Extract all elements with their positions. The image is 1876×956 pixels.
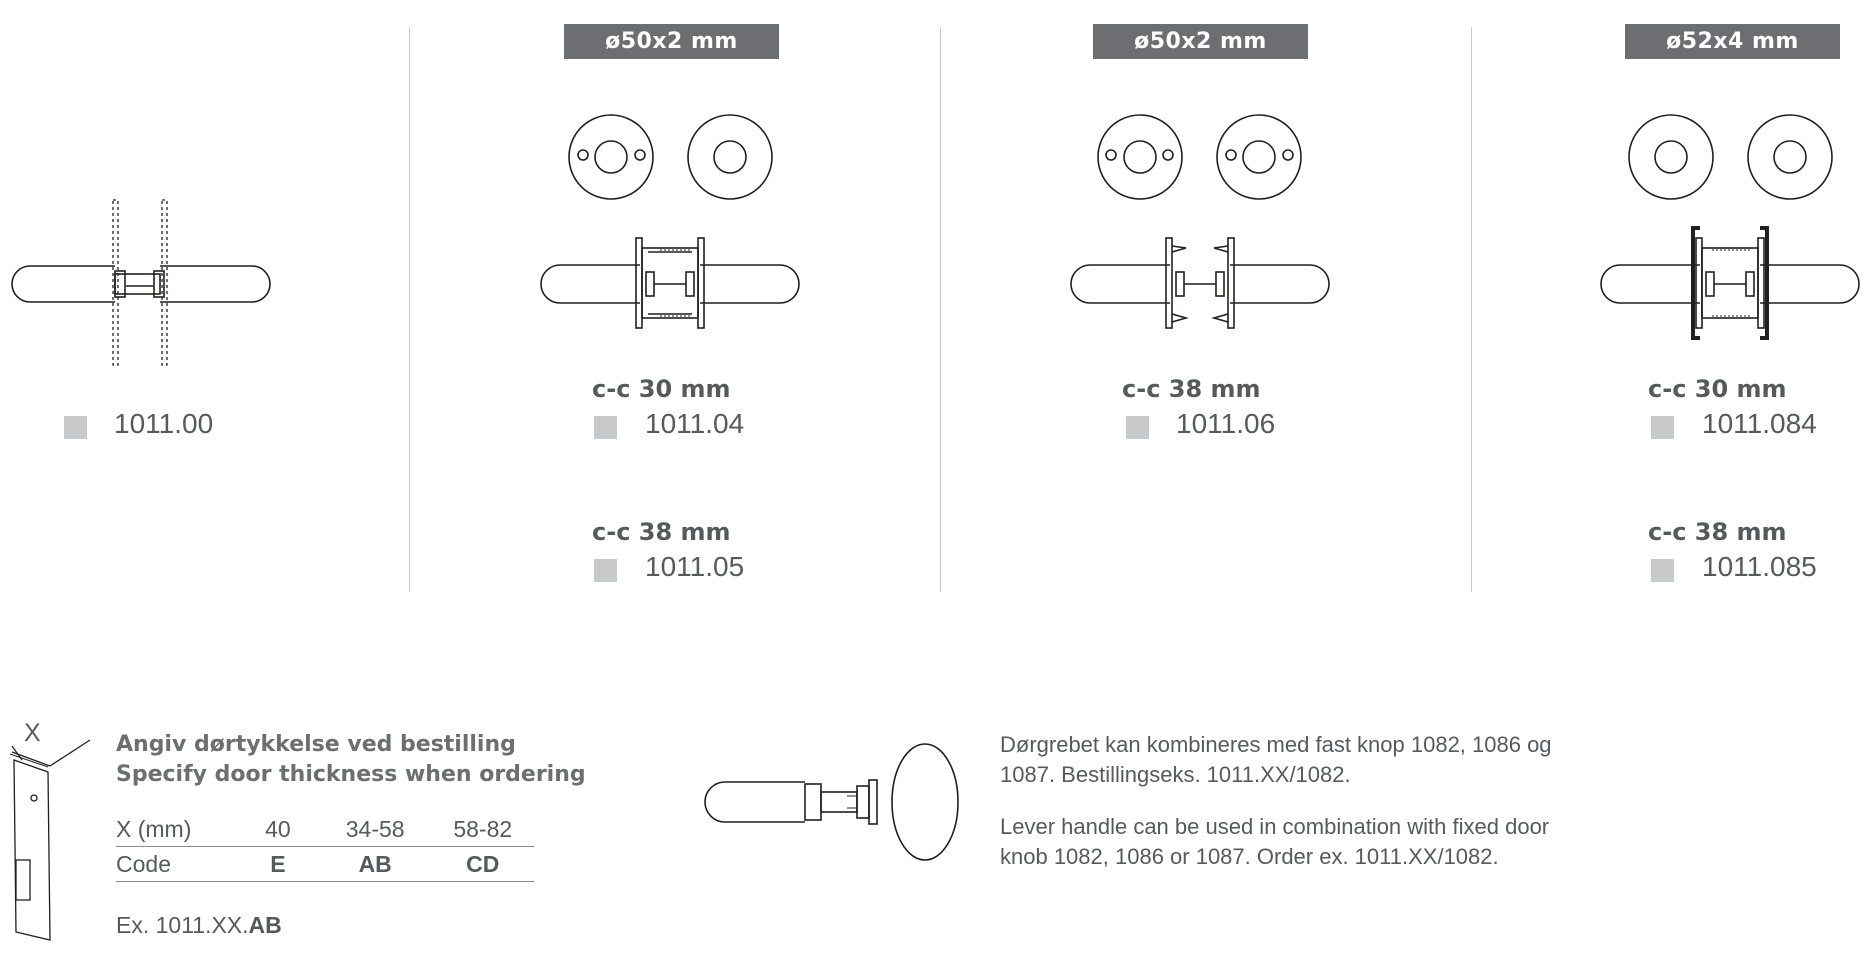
- finish-swatch: [1651, 559, 1674, 582]
- thickness-x-label: X: [24, 719, 41, 747]
- table-cell: X (mm): [116, 812, 237, 847]
- table-cell: AB: [319, 847, 432, 882]
- order-example-prefix: Ex. 1011.XX.: [116, 912, 249, 938]
- door-thickness-diagram: [5, 715, 105, 945]
- rosette-size-badge: ø50x2 mm: [564, 24, 779, 59]
- product-code: 1011.05: [645, 551, 745, 582]
- table-cell: Code: [116, 847, 237, 882]
- center-distance-label: c-c 30 mm: [592, 375, 731, 403]
- finish-swatch: [1126, 416, 1149, 439]
- finish-swatch: [1651, 416, 1674, 439]
- table-cell: 58-82: [432, 812, 534, 847]
- order-example-code: AB: [248, 912, 282, 938]
- product-code: 1011.084: [1702, 408, 1817, 439]
- lever-handle-drawing: [0, 195, 280, 375]
- table-cell: 34-58: [319, 812, 432, 847]
- center-distance-label: c-c 30 mm: [1648, 375, 1787, 403]
- column-divider: [409, 27, 410, 592]
- lever-with-knob-drawing: [700, 725, 970, 865]
- lever-handle-drawing: [1065, 230, 1335, 340]
- table-cell: E: [237, 847, 319, 882]
- rosette-drawing: [1090, 110, 1320, 210]
- order-example: [116, 910, 282, 940]
- thickness-table: [116, 812, 534, 882]
- rosette-drawing: [560, 110, 790, 210]
- table-cell: CD: [432, 847, 534, 882]
- table-row: [116, 812, 534, 847]
- center-distance-label: c-c 38 mm: [1648, 518, 1787, 546]
- rosette-drawing: [1620, 110, 1850, 210]
- combination-text-en: Lever handle can be used in combination with fixed door knob 1082, 1086 or 1087. Order ex. 1011.XX/1082.: [1000, 814, 1550, 869]
- column-divider: [940, 27, 941, 592]
- table-row: [116, 847, 534, 882]
- product-code: 1011.00: [114, 408, 214, 439]
- product-code: 1011.04: [645, 408, 745, 439]
- finish-swatch: [64, 416, 87, 439]
- combination-text-no: Dørgrebet kan kombineres med fast knop 1082, 1086 og 1087. Bestillingseks. 1011.XX/1082.: [1000, 732, 1552, 787]
- lever-handle-drawing: [535, 230, 805, 340]
- center-distance-label: c-c 38 mm: [1122, 375, 1261, 403]
- finish-swatch: [594, 559, 617, 582]
- finish-swatch: [594, 416, 617, 439]
- thickness-heading-no: Angiv dørtykkelse ved bestilling: [116, 732, 516, 757]
- product-code: 1011.06: [1176, 408, 1276, 439]
- lever-handle-drawing: [1595, 222, 1875, 342]
- product-code: 1011.085: [1702, 551, 1817, 582]
- rosette-size-badge: ø52x4 mm: [1625, 24, 1840, 59]
- column-divider: [1471, 27, 1472, 592]
- center-distance-label: c-c 38 mm: [592, 518, 731, 546]
- rosette-size-badge: ø50x2 mm: [1093, 24, 1308, 59]
- table-cell: 40: [237, 812, 319, 847]
- thickness-heading-en: Specify door thickness when ordering: [116, 762, 586, 787]
